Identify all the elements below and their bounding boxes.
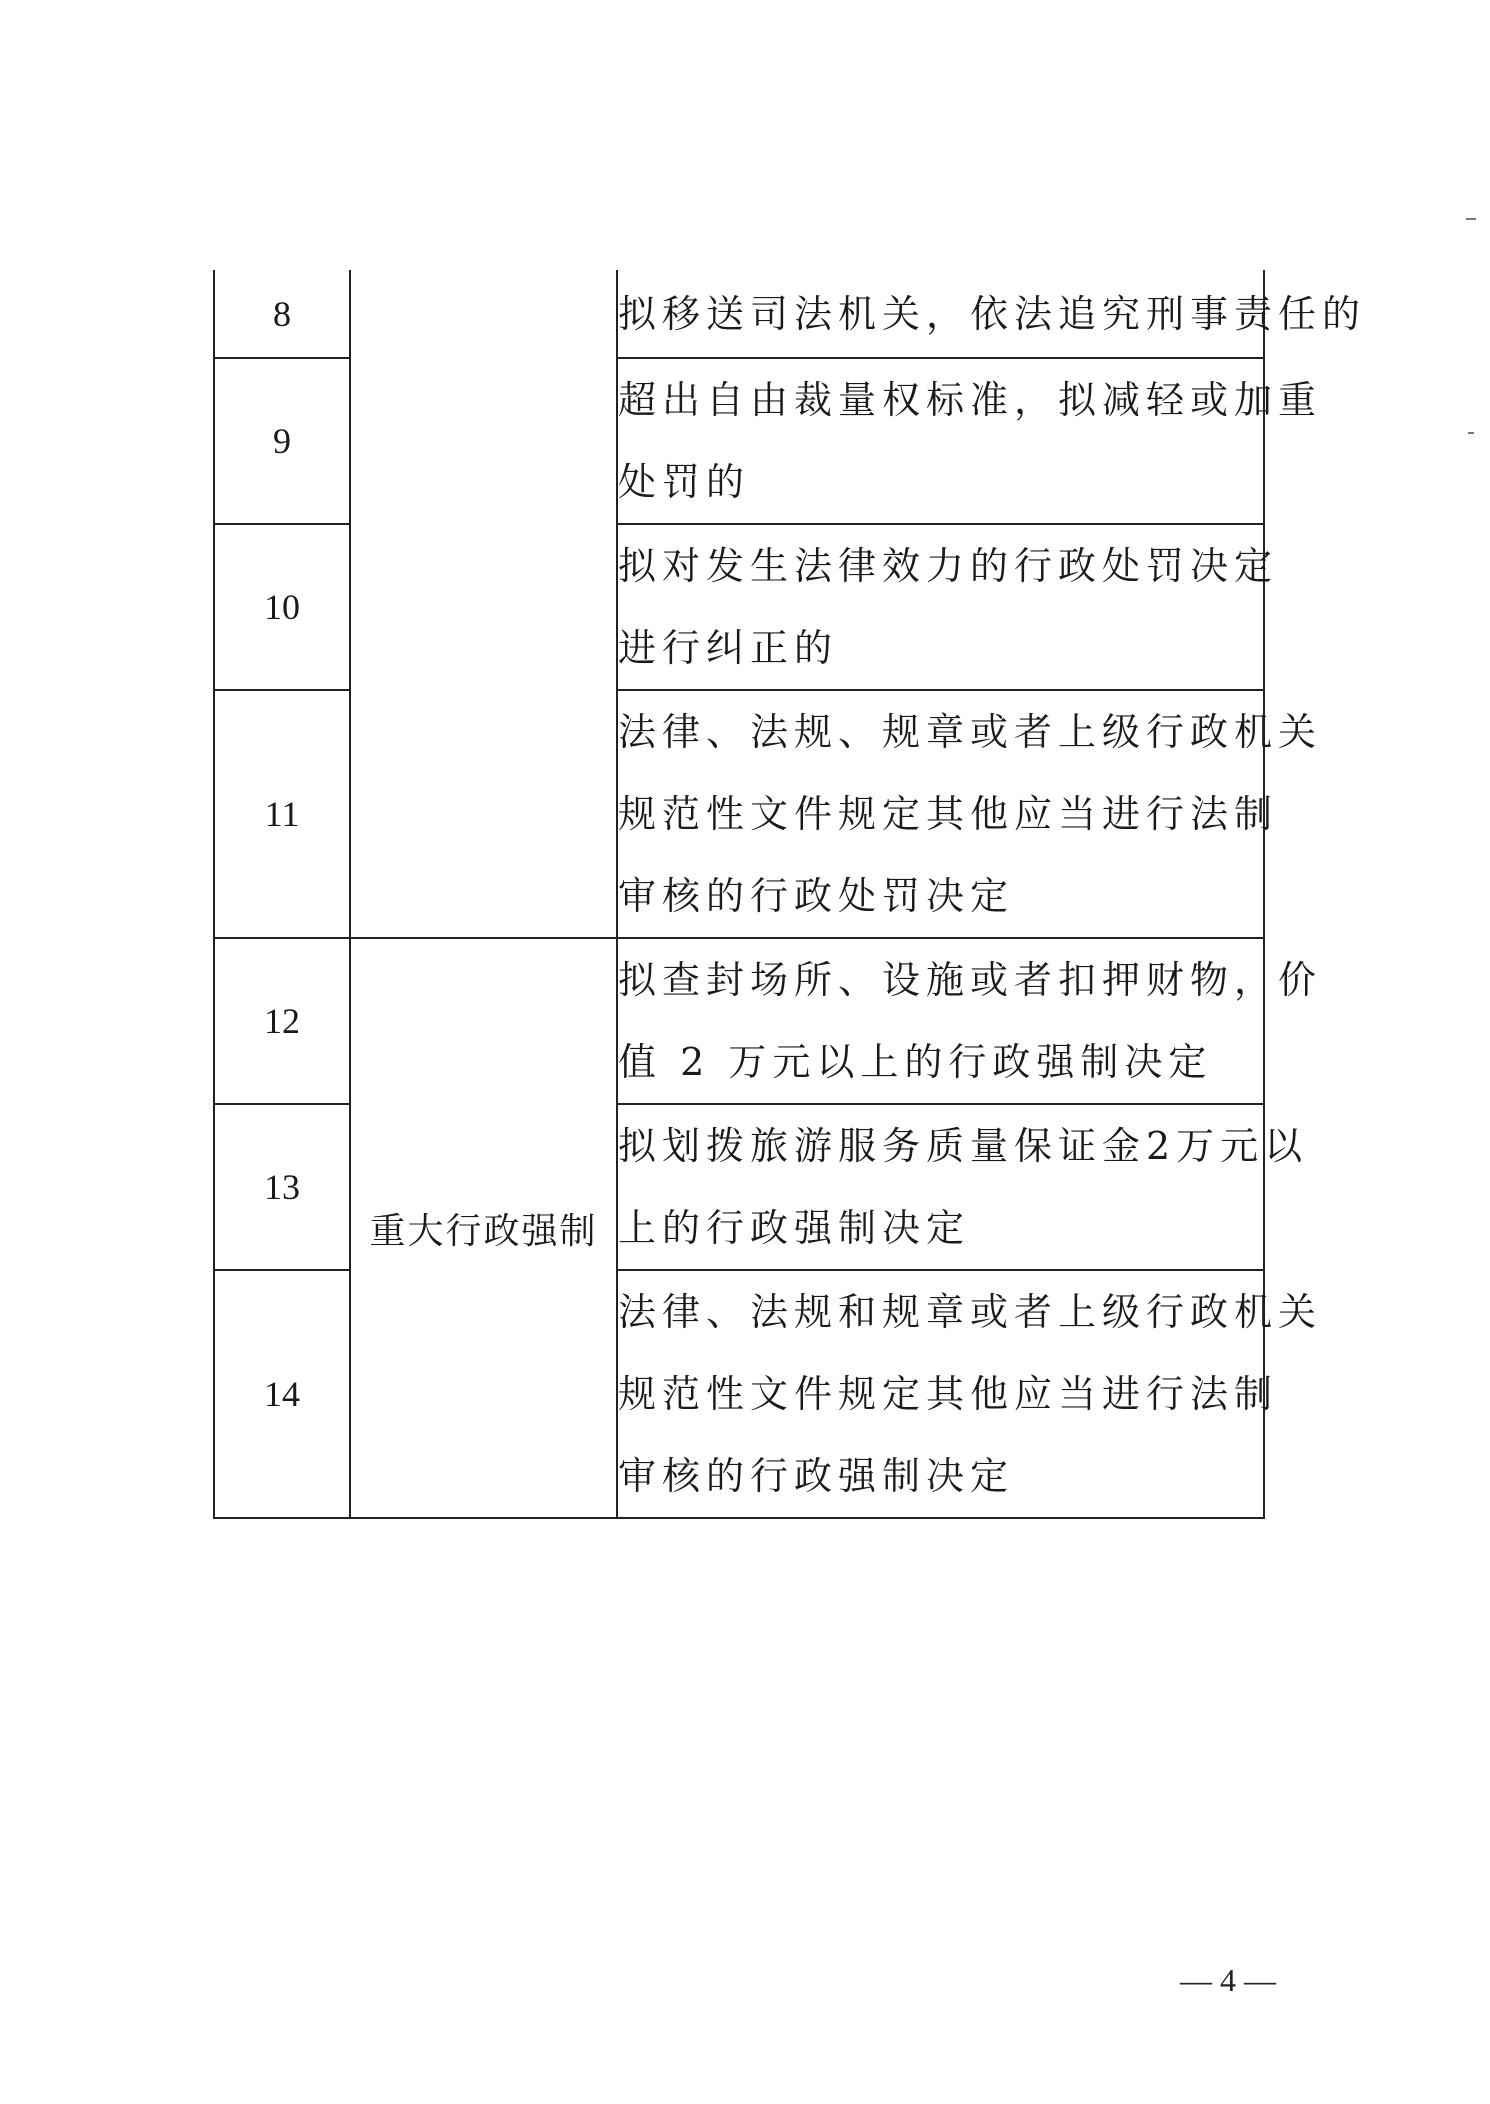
description-line: 规范性文件规定其他应当进行法制 — [618, 792, 1279, 836]
row-description — [617, 1270, 1323, 1518]
table-row — [214, 938, 1264, 1104]
description-line: 拟对发生法律效力的行政处罚决定 — [618, 544, 1279, 588]
description-line: 拟划拨旅游服务质量保证金2万元以 — [618, 1124, 1309, 1168]
scan-margin-mark — [1468, 432, 1474, 434]
description-line: 处罚的 — [618, 460, 751, 504]
scan-margin-mark — [1466, 218, 1476, 220]
row-number: 13 — [214, 1104, 350, 1270]
page-number: — 4 — — [1180, 1962, 1276, 1998]
row-description — [617, 1104, 1309, 1270]
description-line: 拟移送司法机关，依法追究刑事责任的 — [618, 291, 1367, 336]
row-number: 11 — [214, 690, 350, 938]
description-line: 审核的行政强制决定 — [618, 1454, 1015, 1498]
row-description — [617, 938, 1323, 1104]
row-number: 8 — [214, 270, 350, 358]
row-description — [617, 524, 1279, 690]
category-cell-continued — [350, 270, 617, 938]
description-line: 超出自由裁量权标准，拟减轻或加重 — [618, 378, 1323, 422]
row-description — [617, 358, 1323, 524]
description-line: 值 2 万元以上的行政强制决定 — [618, 1040, 1213, 1084]
review-items-table — [213, 270, 1367, 1519]
description-line: 法律、法规和规章或者上级行政机关 — [618, 1290, 1323, 1334]
category-cell: 重大行政强制 — [350, 938, 617, 1518]
description-line: 进行纠正的 — [618, 626, 839, 670]
row-number: 10 — [214, 524, 350, 690]
row-description — [617, 270, 1367, 358]
row-number: 14 — [214, 1270, 350, 1518]
description-line: 上的行政强制决定 — [618, 1206, 971, 1250]
description-line: 审核的行政处罚决定 — [618, 874, 1015, 918]
row-description — [617, 690, 1323, 938]
description-line: 拟查封场所、设施或者扣押财物，价 — [618, 958, 1323, 1002]
table-row — [214, 270, 1264, 358]
description-line: 法律、法规、规章或者上级行政机关 — [618, 710, 1323, 754]
row-number: 12 — [214, 938, 350, 1104]
row-number: 9 — [214, 358, 350, 524]
description-line: 规范性文件规定其他应当进行法制 — [618, 1372, 1279, 1416]
